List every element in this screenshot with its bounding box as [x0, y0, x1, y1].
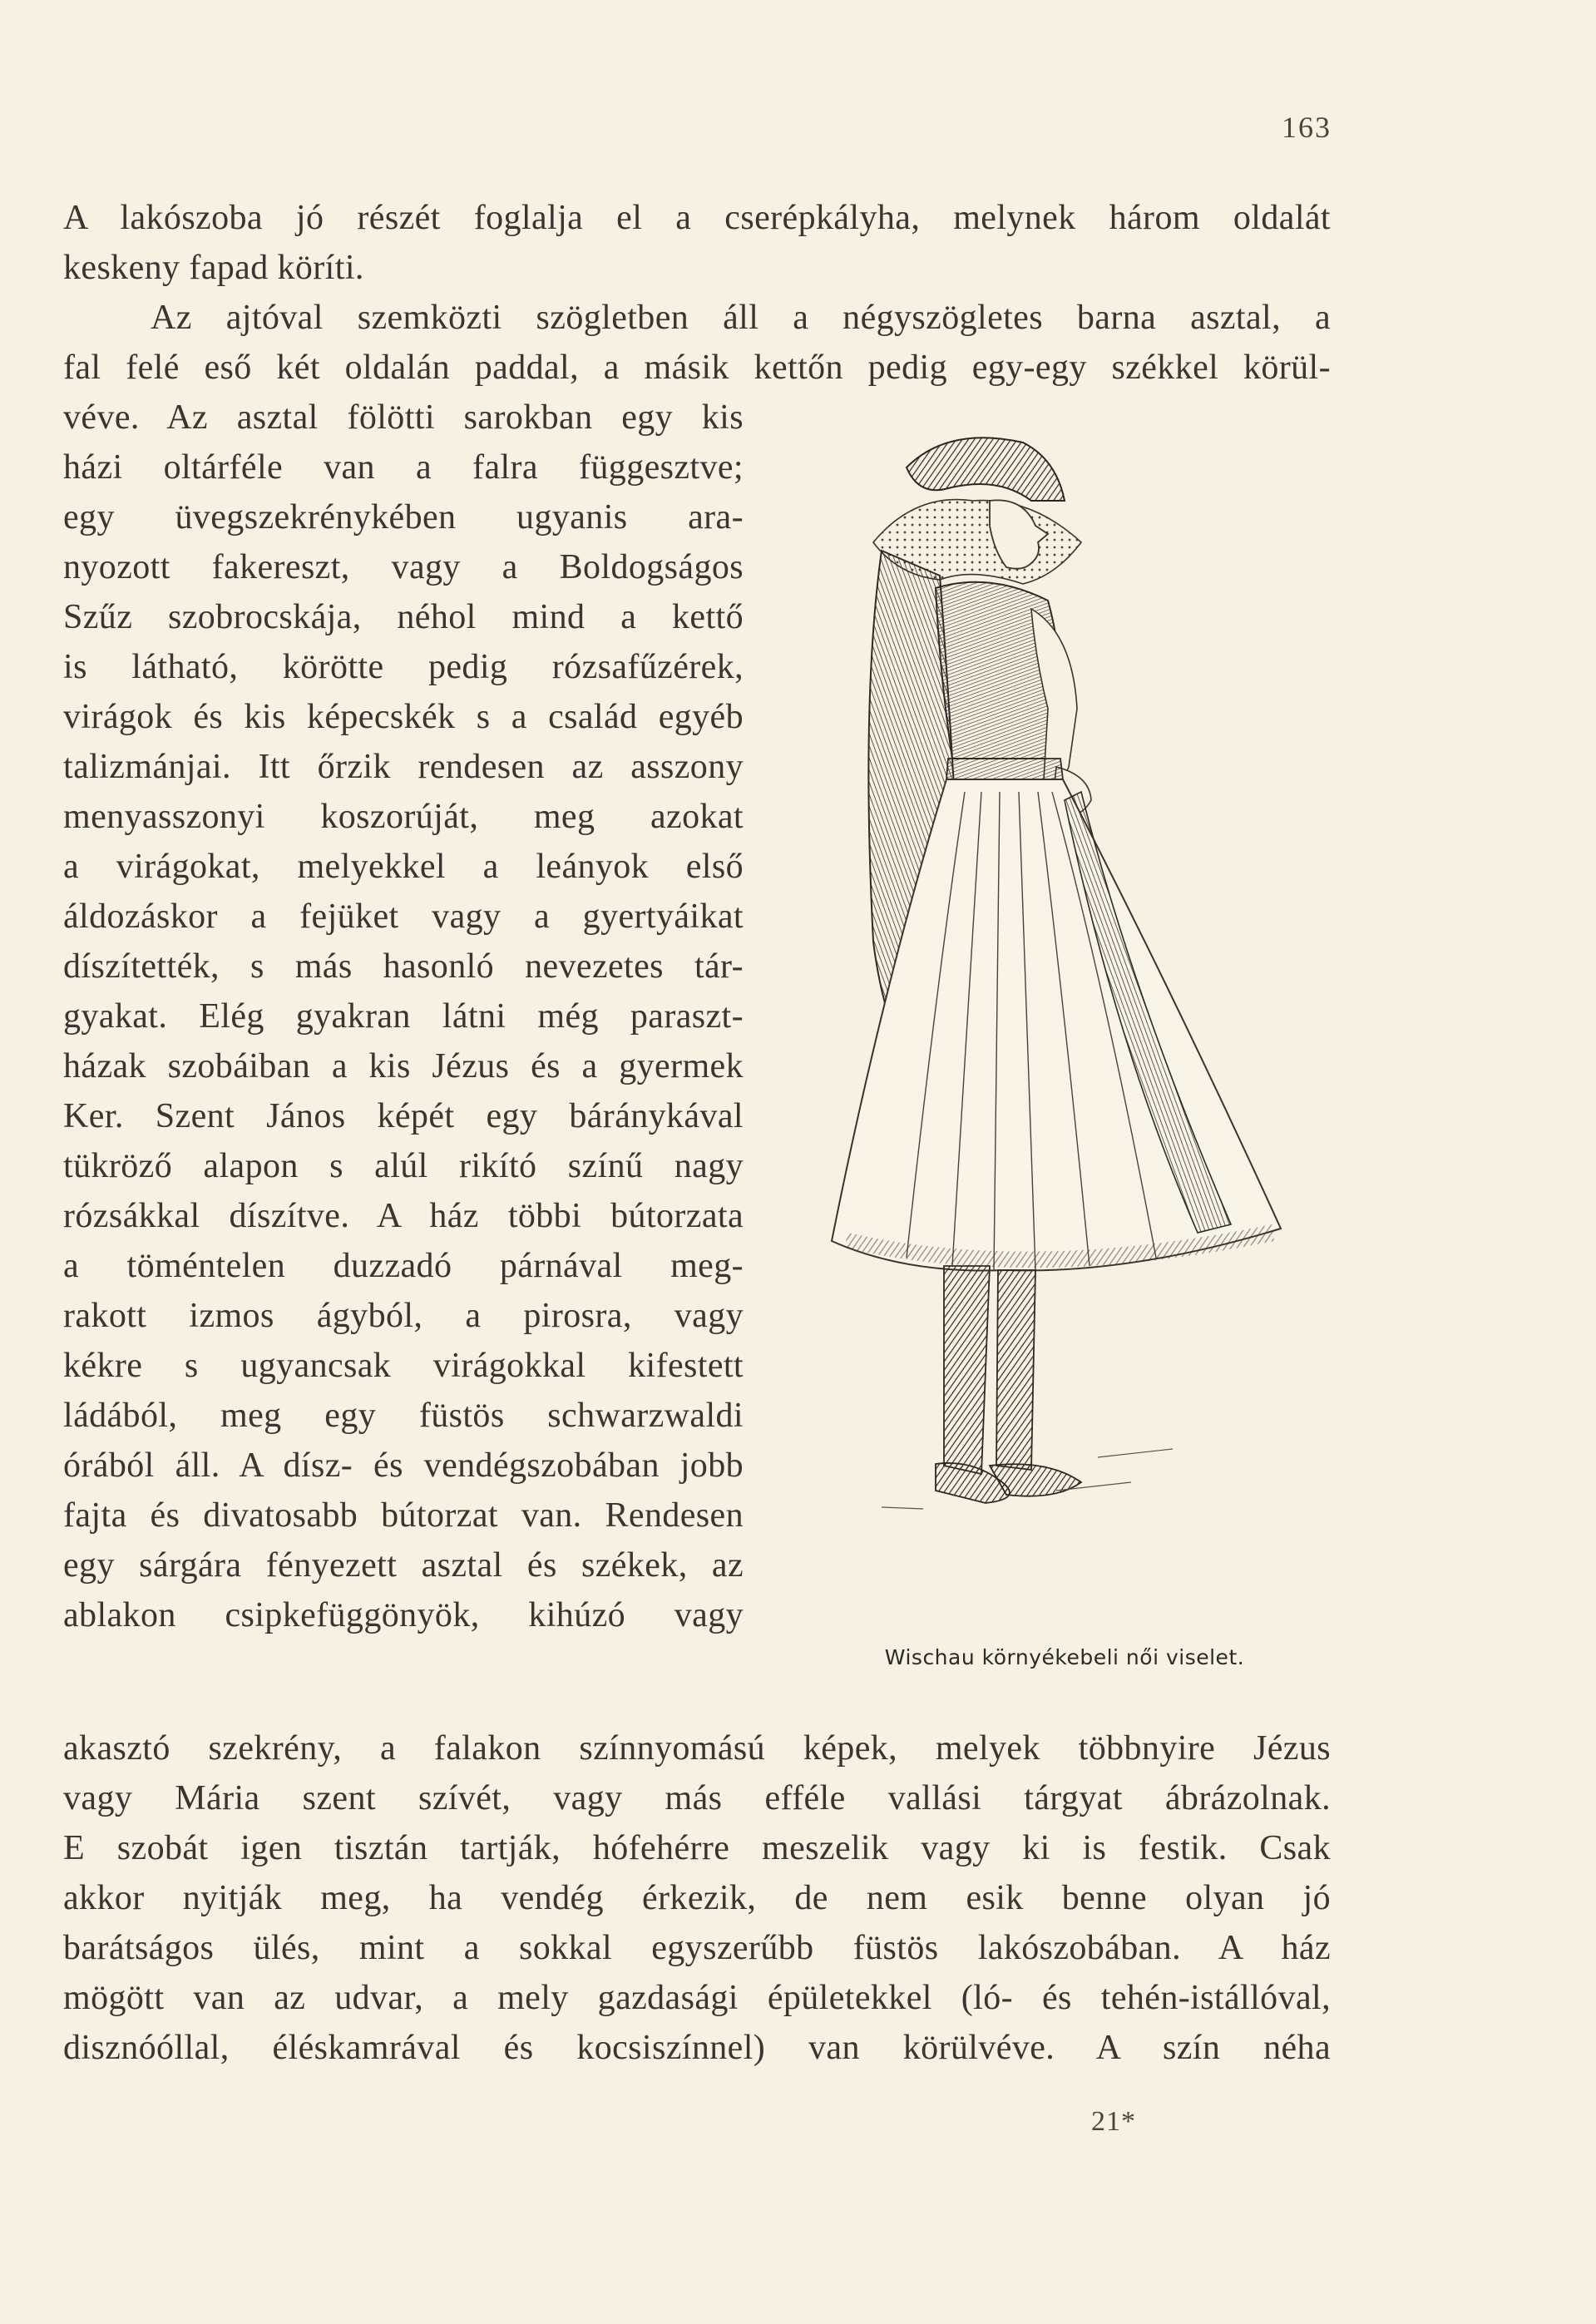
text-line: Szűz szobrocskája, néhol mind a kettő: [63, 598, 744, 636]
text-line: házak szobáiban a kis Jézus és a gyermek: [63, 1047, 744, 1085]
text-line: talizmánjai. Itt őrzik rendesen az asszony: [63, 748, 744, 786]
text-line: akkor nyitják meg, ha vendég érkezik, de nem esik benne olyan jó: [63, 1879, 1331, 1917]
text-line: disznóóllal, éléskamrával és kocsiszínnel) van körülvéve. A szín néha: [63, 2029, 1331, 2067]
text-line: Az ajtóval szemközti szögletben áll a négyszögletes barna asztal, a: [151, 299, 1331, 337]
text-line: házi oltárféle van a falra függesztve;: [63, 448, 744, 487]
text-line: áldozáskor a fejüket vagy a gyertyáikat: [63, 897, 744, 936]
printer-signature-mark: 21*: [1091, 2106, 1136, 2137]
text-line: órából áll. A dísz- és vendégszobában jobb: [63, 1446, 744, 1485]
text-line: ládából, meg egy füstös schwarzwaldi: [63, 1397, 744, 1435]
text-line: rózsákkal díszítve. A ház többi bútorzata: [63, 1197, 744, 1235]
text-line: a virágokat, melyekkel a leányok első: [63, 848, 744, 886]
text-line: Ker. Szent János képét egy báránykával: [63, 1097, 744, 1135]
text-line: ablakon csipkefüggönyök, kihúzó vagy: [63, 1596, 744, 1634]
folk-costume-illustration: [782, 409, 1314, 1632]
text-line: véve. Az asztal fölötti sarokban egy kis: [63, 398, 744, 437]
text-line: akasztó szekrény, a falakon színnyomású képek, melyek többnyire Jézus: [63, 1729, 1331, 1768]
text-line: nyozott fakereszt, vagy a Boldogságos: [63, 548, 744, 586]
page-number: 163: [1282, 111, 1332, 144]
text-line: gyakat. Elég gyakran látni még paraszt-: [63, 997, 744, 1036]
text-line: barátságos ülés, mint a sokkal egyszerűbb füstös lakószobában. A ház: [63, 1929, 1331, 1967]
text-line: fajta és divatosabb bútorzat van. Rendesen: [63, 1496, 744, 1535]
text-line: E szobát igen tisztán tartják, hófehérre meszelik vagy ki is festik. Csak: [63, 1829, 1331, 1867]
text-line: díszítették, s más hasonló nevezetes tár-: [63, 947, 744, 986]
text-line: vagy Mária szent szívét, vagy más efféle vallási tárgyat ábrázolnak.: [63, 1779, 1331, 1817]
text-line: rakott izmos ágyból, a pirosra, vagy: [63, 1297, 744, 1335]
text-line: is látható, körötte pedig rózsafűzérek,: [63, 648, 744, 686]
text-line: kékre s ugyancsak virágokkal kifestett: [63, 1347, 744, 1385]
text-line: mögött van az udvar, a mely gazdasági épületekkel (ló- és tehén-istállóval,: [63, 1979, 1331, 2017]
text-line: keskeny fapad köríti.: [63, 249, 364, 287]
text-line: fal felé eső két oldalán paddal, a másik kettőn pedig egy-egy székkel körül-: [63, 349, 1331, 387]
text-line: a töméntelen duzzadó párnával meg-: [63, 1247, 744, 1285]
text-line: menyasszonyi koszorúját, meg azokat: [63, 798, 744, 836]
text-line: virágok és kis képecskék s a család egyéb: [63, 698, 744, 736]
figure-caption: Wischau környékebeli női viselet.: [884, 1645, 1245, 1669]
text-line: A lakószoba jó részét foglalja el a cserépkályha, melynek három oldalát: [63, 199, 1331, 237]
text-line: egy sárgára fényezett asztal és székek, az: [63, 1546, 744, 1585]
text-line: egy üvegszekrénykében ugyanis ara-: [63, 498, 744, 536]
woman-figure-drawing: [782, 409, 1314, 1632]
text-line: tükröző alapon s alúl rikító színű nagy: [63, 1147, 744, 1185]
